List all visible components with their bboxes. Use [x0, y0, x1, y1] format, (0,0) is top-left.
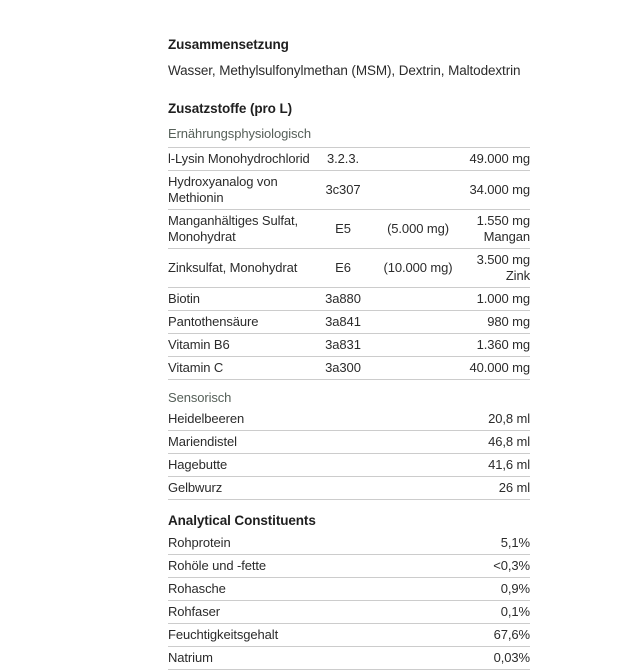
analytical-value: 5,1%	[500, 535, 530, 550]
table-row	[168, 311, 530, 334]
additive-name: l-Lysin Monohydrochlorid	[168, 151, 310, 166]
additive-name: Hydroxyanalog von Methionin	[168, 174, 278, 205]
additive-code: 3.2.3.	[327, 151, 359, 166]
analytical-title: Analytical Constituents	[168, 513, 316, 528]
composition-title: Zusammensetzung	[168, 37, 289, 52]
additive-value: 1.000 mg	[476, 291, 530, 306]
table-row	[168, 171, 530, 210]
table-row	[168, 454, 530, 477]
additive-value: 34.000 mg	[469, 182, 530, 197]
additive-value: 980 mg	[487, 314, 530, 329]
table-row	[168, 288, 530, 311]
nutrition-info-panel	[168, 37, 530, 670]
additives-subtitle: Ernährungsphysiologisch	[168, 126, 530, 148]
analytical-value: 0,03%	[493, 650, 530, 665]
table-row	[168, 624, 530, 647]
table-row	[168, 578, 530, 601]
sensory-value: 26 ml	[498, 480, 530, 495]
additive-name: Vitamin C	[168, 360, 224, 375]
additive-value: 40.000 mg	[469, 360, 530, 375]
sensory-name: Gelbwurz	[168, 480, 223, 495]
table-row	[168, 477, 530, 500]
analytical-name: Natrium	[168, 650, 213, 665]
table-row	[168, 357, 530, 380]
additives-title: Zusatzstoffe (pro L)	[168, 101, 292, 116]
additive-code: 3a831	[325, 337, 361, 352]
composition-text: Wasser, Methylsulfonylmethan (MSM), Dextrin, Maltodextrin	[168, 63, 521, 78]
table-row	[168, 532, 530, 555]
table-row	[168, 210, 530, 249]
sensory-name: Hagebutte	[168, 457, 228, 472]
additive-value: 1.360 mg	[476, 337, 530, 352]
additive-name: Biotin	[168, 291, 200, 306]
additive-name: Zinksulfat, Monohydrat	[168, 260, 298, 275]
analytical-name: Rohasche	[168, 581, 226, 596]
additive-code: 3a880	[325, 291, 361, 306]
additive-value: 3.500 mg Zink	[476, 252, 530, 283]
table-row	[168, 601, 530, 624]
analytical-name: Rohfaser	[168, 604, 220, 619]
analytical-name: Rohöle und -fette	[168, 558, 267, 573]
analytical-value: 0,9%	[500, 581, 531, 596]
sensory-name: Heidelbeeren	[168, 411, 245, 426]
table-row	[168, 431, 530, 454]
additive-name: Pantothensäure	[168, 314, 259, 329]
table-row	[168, 334, 530, 357]
table-row	[168, 647, 530, 670]
analytical-value: <0,3%	[493, 558, 530, 573]
analytical-name: Rohprotein	[168, 535, 231, 550]
additive-value: 49.000 mg	[469, 151, 530, 166]
sensory-name: Mariendistel	[168, 434, 237, 449]
analytical-name: Feuchtigkeitsgehalt	[168, 627, 279, 642]
table-row	[168, 408, 530, 431]
table-row	[168, 555, 530, 578]
additive-code: 3c307	[325, 182, 361, 197]
table-row	[168, 148, 530, 171]
additive-code: 3a300	[325, 360, 361, 375]
analytical-value: 67,6%	[493, 627, 530, 642]
additive-code: E6	[335, 260, 351, 275]
additive-paren: (10.000 mg)	[383, 260, 453, 275]
sensory-value: 46,8 ml	[488, 434, 531, 449]
analytical-value: 0,1%	[500, 604, 530, 619]
additive-name: Manganhältiges Sulfat, Monohydrat	[168, 213, 299, 244]
sensory-subtitle: Sensorisch	[168, 390, 232, 405]
additive-paren: (5.000 mg)	[387, 221, 449, 236]
table-row	[168, 249, 530, 288]
additive-name: Vitamin B6	[168, 337, 230, 352]
additive-value: 1.550 mg Mangan	[476, 213, 530, 244]
sensory-value: 20,8 ml	[488, 411, 531, 426]
additive-code: 3a841	[325, 314, 361, 329]
sensory-value: 41,6 ml	[488, 457, 530, 472]
additive-code: E5	[335, 221, 351, 236]
